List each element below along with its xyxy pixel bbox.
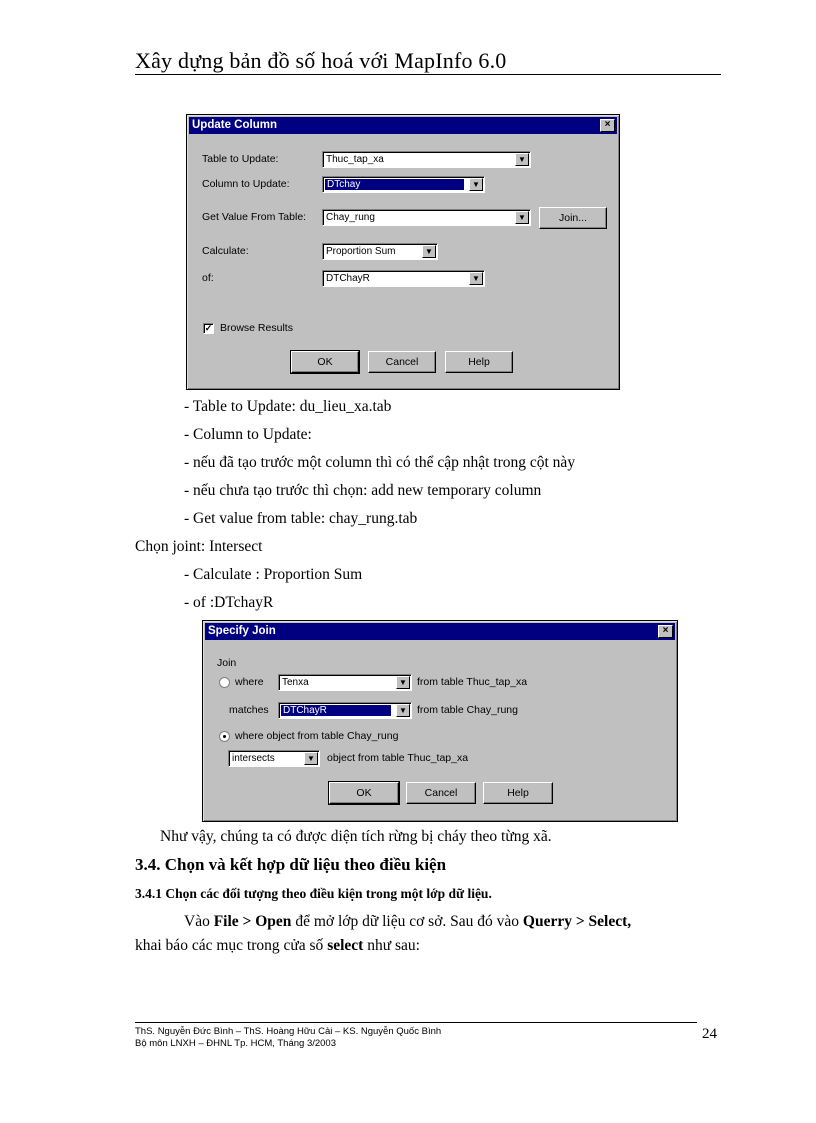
where-radio[interactable]	[219, 677, 230, 688]
browse-results-checkbox[interactable]: ✓	[204, 323, 213, 333]
where-label: where	[235, 676, 264, 688]
bullet-existing-column: - nếu đã tạo trước một column thì có thể cập nhật trong cột này	[184, 454, 576, 471]
column-to-update-value: DTchay	[325, 179, 464, 190]
section-heading: 3.4. Chọn và kết hợp dữ liệu theo điều kiện	[135, 855, 447, 874]
from-table-1-label: from table Thuc_tap_xa	[417, 676, 528, 688]
table-to-update-value: Thuc_tap_xa	[326, 154, 384, 165]
chevron-down-icon[interactable]: ▼	[515, 153, 529, 166]
page-number: 24	[702, 1026, 717, 1042]
help-button[interactable]: Help	[445, 351, 513, 373]
body-paragraph-line1	[184, 913, 631, 931]
querry-select-menu-path: Querry > Select,	[522, 913, 632, 930]
specify-join-dialog	[202, 620, 678, 822]
calculate-select[interactable]	[322, 243, 438, 260]
join-group-label: Join	[217, 657, 237, 669]
footer-rule	[135, 1022, 697, 1023]
join-line: Chọn joint: Intersect	[135, 538, 263, 555]
body-paragraph-line2	[135, 937, 420, 955]
specify-join-title: Specify Join	[208, 625, 276, 637]
calculate-value: Proportion Sum	[326, 246, 396, 257]
join-cancel-button[interactable]: Cancel	[406, 782, 476, 804]
join-help-button[interactable]: Help	[483, 782, 553, 804]
update-column-titlebar	[189, 117, 617, 134]
file-open-menu-path: File > Open	[213, 913, 292, 930]
page-header-title: Xây dựng bản đồ số hoá với MapInfo 6.0	[135, 48, 507, 73]
close-icon[interactable]: ×	[658, 625, 673, 638]
bullet-of: - of :DTchayR	[184, 594, 274, 611]
bullet-new-column: - nếu chưa tạo trước thì chọn: add new temporary column	[184, 482, 542, 499]
chevron-down-icon[interactable]: ▼	[396, 704, 410, 717]
of-select[interactable]	[322, 270, 485, 287]
footer-authors: ThS. Nguyễn Đức Bình – ThS. Hoàng Hữu Cải – KS. Nguyễn Quốc Bình	[135, 1026, 442, 1037]
bullet-calculate: - Calculate : Proportion Sum	[184, 566, 363, 583]
body-text: Vào	[184, 913, 214, 930]
chevron-down-icon[interactable]: ▼	[469, 178, 483, 191]
ok-button[interactable]: OK	[291, 351, 359, 373]
intersects-select[interactable]	[228, 750, 320, 767]
chevron-down-icon[interactable]: ▼	[422, 245, 436, 258]
column-to-update-label: Column to Update:	[202, 178, 290, 190]
get-value-from-table-value: Chay_rung	[326, 212, 375, 223]
specify-join-titlebar	[205, 623, 675, 640]
update-column-dialog	[186, 114, 620, 390]
get-value-from-table-select[interactable]	[322, 209, 531, 226]
join-button[interactable]: Join...	[539, 207, 607, 229]
chevron-down-icon[interactable]: ▼	[515, 211, 529, 224]
table-to-update-select[interactable]	[322, 151, 531, 168]
browse-results-label: Browse Results	[220, 322, 293, 334]
get-value-from-table-label: Get Value From Table:	[202, 211, 307, 223]
bullet-table-to-update: - Table to Update: du_lieu_xa.tab	[184, 398, 392, 415]
of-value: DTChayR	[326, 273, 370, 284]
table-to-update-label: Table to Update:	[202, 153, 279, 165]
chevron-down-icon[interactable]: ▼	[469, 272, 483, 285]
matches-select[interactable]	[278, 702, 412, 719]
object-from-label: object from table Thuc_tap_xa	[327, 752, 469, 764]
bullet-column-to-update: - Column to Update:	[184, 426, 312, 443]
where-select[interactable]	[278, 674, 412, 691]
object-label: where object from table Chay_rung	[235, 730, 399, 742]
bullet-get-value: - Get value from table: chay_rung.tab	[184, 510, 418, 527]
chevron-down-icon[interactable]: ▼	[396, 676, 410, 689]
header-rule	[135, 74, 721, 75]
body-text: như sau:	[363, 937, 420, 954]
where-value: Tenxa	[282, 677, 309, 688]
column-to-update-select[interactable]	[322, 176, 485, 193]
object-radio[interactable]	[219, 731, 230, 742]
join-ok-button[interactable]: OK	[329, 782, 399, 804]
body-text: khai báo các mục trong cửa số	[135, 937, 328, 954]
calculate-label: Calculate:	[202, 245, 249, 257]
matches-value: DTChayR	[281, 705, 391, 716]
intersects-value: intersects	[232, 753, 275, 764]
summary-paragraph: Như vậy, chúng ta có được diện tích rừng bị cháy theo từng xã.	[160, 828, 552, 845]
footer-department: Bộ môn LNXH – ĐHNL Tp. HCM, Tháng 3/2003	[135, 1038, 337, 1049]
body-text: để mở lớp dữ liệu cơ sở. Sau đó vào	[291, 913, 523, 930]
cancel-button[interactable]: Cancel	[368, 351, 436, 373]
of-label: of:	[202, 272, 214, 284]
subsection-heading: 3.4.1 Chọn các đối tượng theo điều kiện trong một lớp dữ liệu.	[135, 886, 492, 901]
from-table-2-label: from table Chay_rung	[417, 704, 518, 716]
chevron-down-icon[interactable]: ▼	[304, 752, 318, 765]
select-window-name: select	[327, 937, 364, 954]
close-icon[interactable]: ×	[600, 119, 615, 132]
update-column-title: Update Column	[192, 119, 277, 131]
matches-label: matches	[229, 704, 269, 716]
